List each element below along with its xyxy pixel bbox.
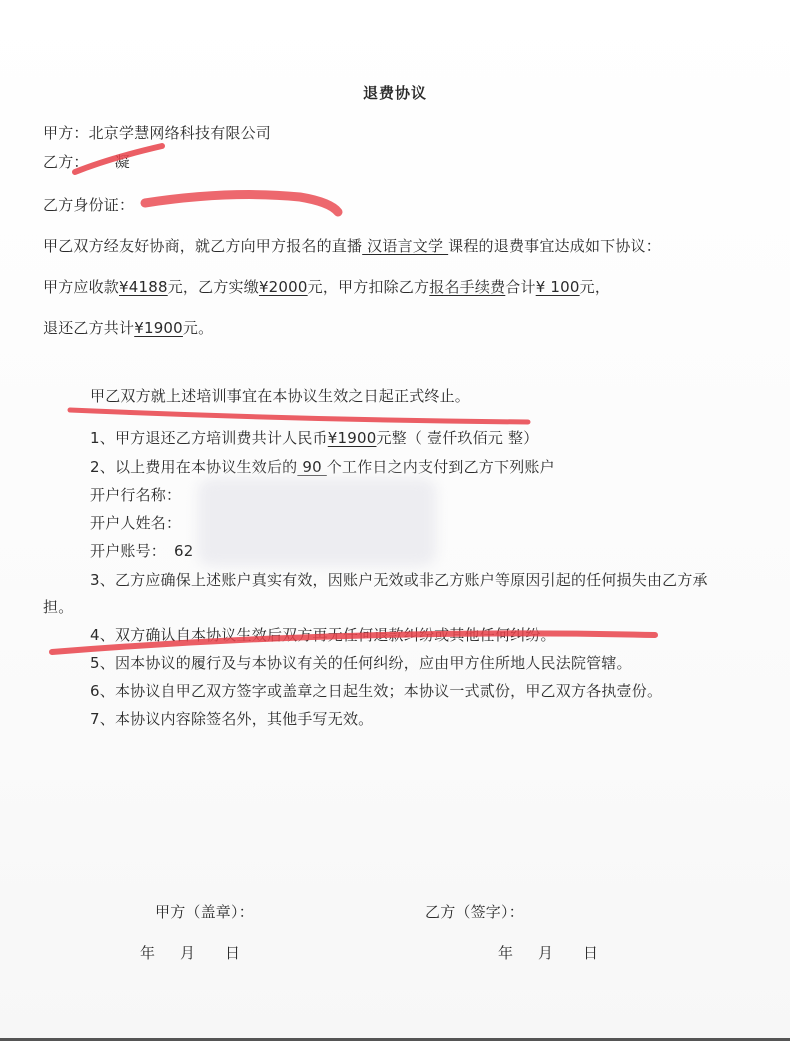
- account-line: [90, 541, 194, 561]
- intro-line: 甲乙双方经友好协商，就乙方向甲方报名的直播 汉语言文学 课程的退费事宜达成如下协议：: [43, 237, 661, 255]
- clause-5: 5、因本协议的履行及与本协议有关的任何纠纷，应由甲方住所地人民法院管辖。: [90, 654, 632, 672]
- refund-amount: ¥1900: [134, 319, 183, 337]
- party-b-id-label: 乙方身份证：: [43, 196, 135, 214]
- termination-line: 甲乙双方就上述培训事宜在本协议生效之日起正式终止。: [90, 387, 471, 405]
- clause-2: 2、以上费用在本协议生效后的 90 个工作日之内支付到乙方下列账户: [90, 458, 555, 476]
- document-title: 退费协议: [362, 84, 427, 102]
- clause-1: 1、甲方退还乙方培训费共计人民币¥1900元整（ 壹仟玖佰元 整）: [90, 429, 539, 447]
- receivable-amount: ¥4188: [119, 278, 168, 296]
- party-b-line: [43, 152, 130, 172]
- party-a-signature-label: 甲方（盖章）：: [155, 903, 254, 921]
- id-number-scribble: [145, 195, 338, 212]
- redaction-blur: [198, 478, 436, 566]
- clause-1-amount: ¥1900: [327, 429, 377, 447]
- bank-name-label: 开户行名称：: [90, 486, 182, 504]
- party-b-name-fragment: 凝: [114, 153, 130, 171]
- party-b-label: 乙方：: [43, 153, 89, 171]
- clause-6: 6、本协议自甲乙双方签字或盖章之日起生效；本协议一式贰份，甲乙双方各执壹份。: [90, 682, 663, 700]
- party-a-date: 年 月 日: [140, 944, 241, 962]
- clause-3-line-1: 3、乙方应确保上述账户真实有效，因账户无效或非乙方账户等原因引起的任何损失由乙方承: [90, 571, 708, 589]
- deduct-amount: ¥ 100: [535, 278, 580, 296]
- clause-2-days: 90: [297, 458, 327, 476]
- deduct-item: 报名手续费: [429, 278, 506, 296]
- party-b-signature-label: 乙方（签字）：: [425, 903, 524, 921]
- account-prefix: 62: [174, 542, 194, 560]
- fees-line: 甲方应收款¥4188元，乙方实缴¥2000元，甲方扣除乙方报名手续费合计¥ 100元，: [43, 278, 611, 296]
- holder-label: 开户人姓名：: [90, 514, 182, 532]
- party-b-id-line: [43, 195, 134, 215]
- party-b-date: 年 月 日: [498, 944, 599, 962]
- account-label: 开户账号：: [90, 542, 167, 560]
- party-a-line: 甲方：北京学慧网络科技有限公司: [43, 124, 272, 142]
- paid-amount: ¥2000: [258, 278, 308, 296]
- clause-4: 4、双方确认自本协议生效后双方再无任何退款纠纷或其他任何纠纷。: [90, 626, 556, 644]
- termination-underline-scribble: [70, 410, 528, 422]
- clause-3-line-2: 担。: [43, 598, 74, 616]
- refund-line: 退还乙方共计¥1900元。: [43, 319, 214, 337]
- course-name: 汉语言文学: [362, 237, 449, 255]
- clause-7: 7、本协议内容除签名外，其他手写无效。: [90, 710, 374, 728]
